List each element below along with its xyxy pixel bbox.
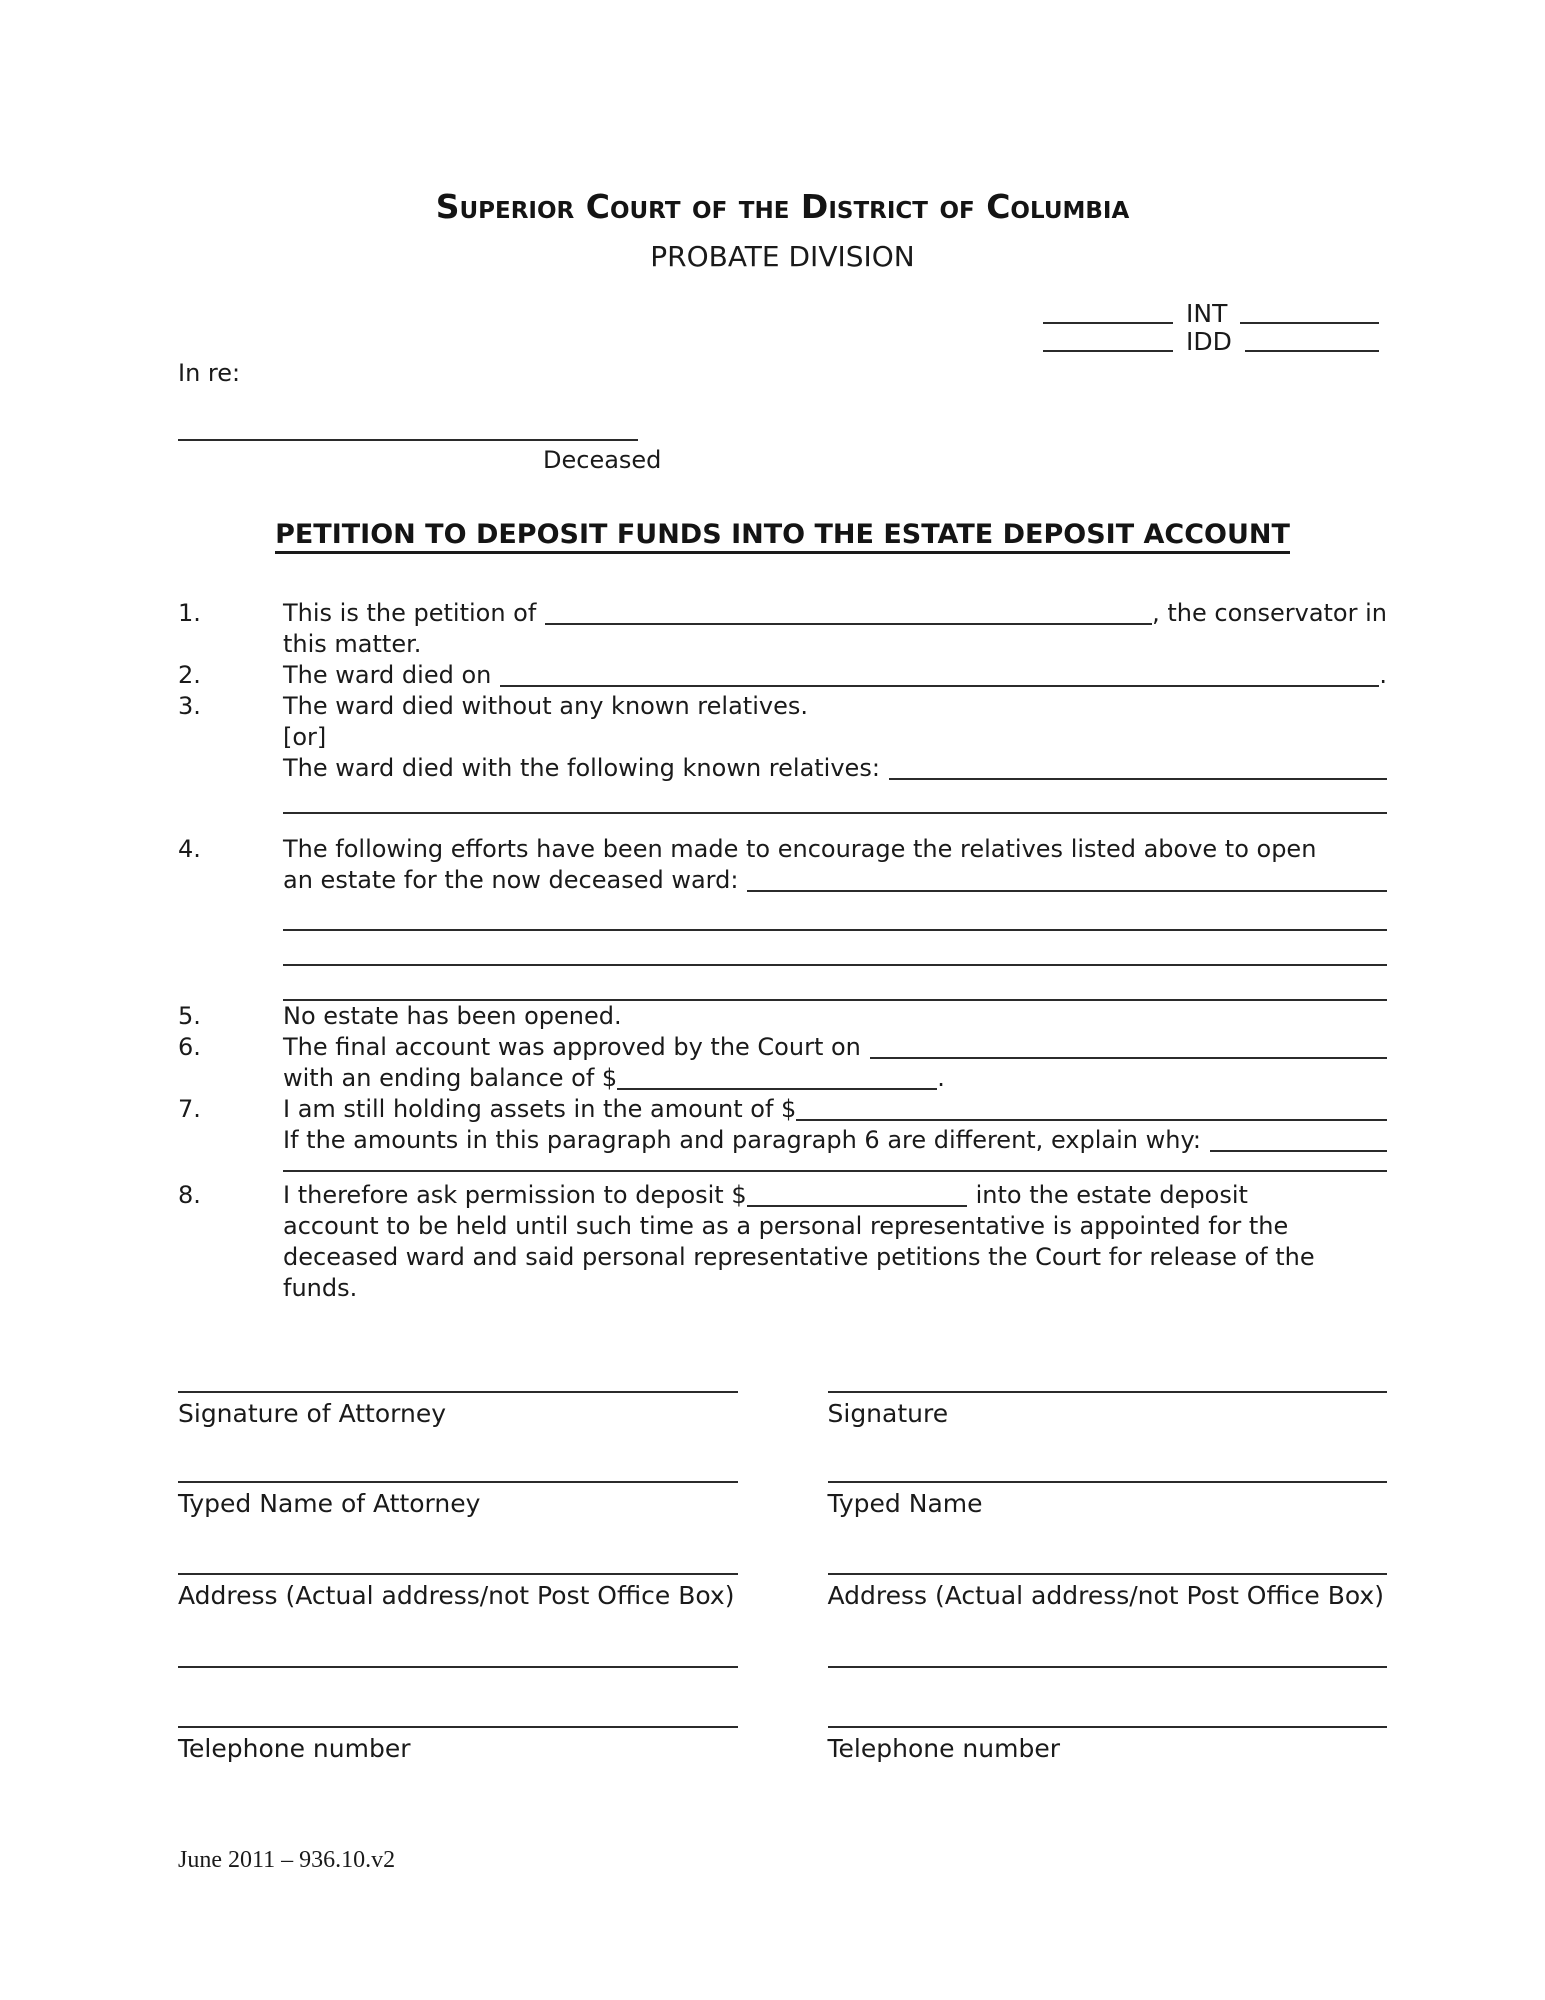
attorney-typed-name-label: Typed Name of Attorney	[178, 1489, 481, 1518]
petitioner-address-label: Address (Actual address/not Post Office Box)	[827, 1581, 1384, 1610]
item-4-line-2	[283, 865, 1387, 896]
item-1-text-after: , the conservator in	[1152, 599, 1387, 627]
item-6-line-2	[283, 1063, 1387, 1094]
item-1-body	[283, 598, 1387, 660]
efforts-blank	[747, 865, 1387, 896]
signature-section	[178, 1391, 1387, 1764]
petition-items	[178, 598, 1387, 1304]
item-7-body	[283, 1094, 1387, 1172]
petition-item-3	[178, 691, 1387, 814]
petitioner-address-blank-2	[828, 1666, 1388, 1668]
efforts-blank-line-3	[283, 931, 1387, 966]
item-6-line-1	[283, 1032, 1387, 1063]
item-4-number: 4.	[178, 835, 201, 863]
item-2-text-before: The ward died on	[283, 661, 492, 689]
case-number-block	[1043, 300, 1379, 356]
death-date-blank	[500, 660, 1379, 691]
item-3-line-3	[283, 753, 1387, 784]
petitioner-typed-name-label: Typed Name	[827, 1489, 983, 1518]
item-2-line-1	[283, 660, 1387, 691]
idd-number-row	[1043, 328, 1379, 356]
item-8-line-1	[283, 1180, 1387, 1211]
item-7-line2-text-before: If the amounts in this paragraph and paragraph 6 are different, explain why:	[283, 1126, 1201, 1154]
item-8-text-after: into the estate deposit	[975, 1181, 1248, 1209]
petition-item-2	[178, 660, 1387, 691]
court-name-heading: Superior Court of the District of Columbia	[435, 187, 1130, 226]
petition-item-7	[178, 1094, 1387, 1172]
petition-item-1	[178, 598, 1387, 660]
item-7-number: 7.	[178, 1095, 201, 1123]
attorney-address-blank	[178, 1573, 738, 1575]
form-title-text: PETITION TO DEPOSIT FUNDS INTO THE ESTATE DEPOSIT ACCOUNT	[275, 519, 1290, 554]
item-2-number: 2.	[178, 661, 201, 689]
item-7-text-before: I am still holding assets in the amount of $	[283, 1095, 797, 1123]
item-3-text-before: The ward died with the following known relatives:	[283, 754, 880, 782]
efforts-blank-line-4	[283, 966, 1387, 1001]
item-1-line-2: this matter.	[283, 630, 422, 658]
item-3-line-1: The ward died without any known relatives.	[283, 692, 808, 720]
ending-balance-blank	[617, 1063, 937, 1094]
attorney-telephone-label: Telephone number	[178, 1734, 411, 1763]
form-revision-number: June 2011 – 936.10.v2	[178, 1847, 396, 1873]
item-1-line-1	[283, 598, 1387, 629]
form-title	[178, 518, 1387, 552]
assets-amount-blank	[796, 1094, 1387, 1125]
item-4-text-before: an estate for the now deceased ward:	[283, 866, 739, 894]
in-re-label: In re:	[178, 359, 241, 387]
approval-date-blank	[870, 1032, 1387, 1063]
item-8-line-3: deceased ward and said personal representative petitions the Court for release of the	[283, 1243, 1315, 1271]
item-1-text-before: This is the petition of	[283, 599, 537, 627]
petitioner-signature-blank	[828, 1391, 1388, 1393]
int-right-blank	[1240, 300, 1379, 328]
attorney-signature-label: Signature of Attorney	[178, 1399, 447, 1428]
int-left-blank	[1043, 300, 1173, 328]
item-6-body	[283, 1032, 1387, 1094]
item-3-number: 3.	[178, 692, 201, 720]
explain-why-blank	[1210, 1125, 1387, 1156]
item-8-body	[283, 1180, 1387, 1304]
item-5-number: 5.	[178, 1002, 201, 1030]
attorney-signature-column	[178, 1391, 738, 1764]
item-5-body	[283, 1001, 1387, 1032]
known-relatives-blank-continued	[283, 788, 1387, 814]
idd-label: IDD	[1186, 327, 1232, 356]
deceased-label: Deceased	[543, 446, 662, 474]
attorney-telephone-blank	[178, 1726, 738, 1728]
int-label: INT	[1186, 299, 1228, 328]
item-2-body	[283, 660, 1387, 691]
item-6-line2-text-before: with an ending balance of $	[283, 1064, 618, 1092]
petitioner-telephone-blank	[828, 1726, 1388, 1728]
item-3-line-2: [or]	[283, 723, 327, 751]
petitioner-signature-column	[828, 1391, 1388, 1764]
idd-left-blank	[1043, 328, 1173, 356]
decedent-name-blank	[178, 389, 638, 441]
item-6-line2-text-after: .	[937, 1064, 945, 1092]
item-8-line-2: account to be held until such time as a personal representative is appointed for the	[283, 1212, 1289, 1240]
item-7-line-1	[283, 1094, 1387, 1125]
attorney-typed-name-blank	[178, 1481, 738, 1483]
petition-item-4	[178, 834, 1387, 1001]
item-8-text-before: I therefore ask permission to deposit $	[283, 1181, 747, 1209]
item-6-number: 6.	[178, 1033, 201, 1061]
item-8-number: 8.	[178, 1181, 201, 1209]
petition-item-5	[178, 1001, 1387, 1032]
item-8-line-4: funds.	[283, 1274, 358, 1302]
petitioner-signature-label: Signature	[827, 1399, 949, 1428]
petitioner-telephone-label: Telephone number	[827, 1734, 1060, 1763]
item-6-text-before: The final account was approved by the Court on	[283, 1033, 861, 1061]
item-4-body	[283, 834, 1387, 1001]
int-number-row	[1043, 300, 1379, 328]
petitioner-name-blank	[545, 598, 1152, 629]
attorney-signature-blank	[178, 1391, 738, 1393]
item-7-line-2	[283, 1125, 1387, 1156]
item-2-text-after: .	[1379, 661, 1387, 689]
item-1-number: 1.	[178, 599, 201, 627]
deposit-amount-blank	[747, 1180, 967, 1211]
petition-item-8	[178, 1180, 1387, 1304]
division-heading: PROBATE DIVISION	[650, 240, 915, 273]
efforts-blank-line-2	[283, 896, 1387, 931]
petition-item-6	[178, 1032, 1387, 1094]
idd-right-blank	[1245, 328, 1379, 356]
item-5-line-1: No estate has been opened.	[283, 1002, 622, 1030]
petitioner-address-blank	[828, 1573, 1388, 1575]
attorney-address-label: Address (Actual address/not Post Office Box)	[178, 1581, 735, 1610]
item-4-line-1: The following efforts have been made to encourage the relatives listed above to open	[283, 835, 1317, 863]
item-3-body	[283, 691, 1387, 814]
petitioner-typed-name-blank	[828, 1481, 1388, 1483]
attorney-address-blank-2	[178, 1666, 738, 1668]
explain-why-blank-continued	[283, 1156, 1387, 1172]
known-relatives-blank	[889, 753, 1387, 784]
